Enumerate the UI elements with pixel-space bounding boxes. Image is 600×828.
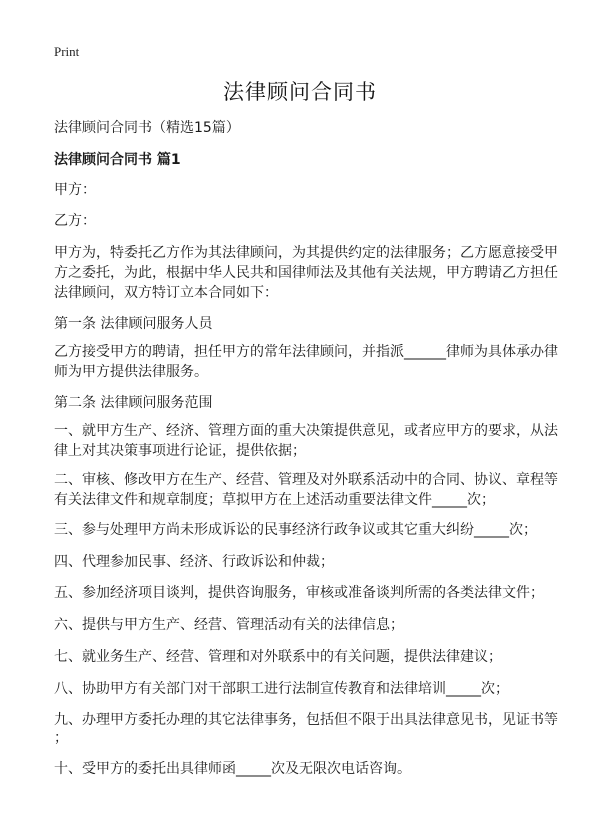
paragraph-line: 师为甲方提供法律服务。: [54, 364, 208, 380]
paragraph-line: 三、参与处理甲方尚未形成诉讼的民事经济行政争议或其它重大纠纷_____次；: [54, 522, 537, 538]
paragraph-line: 九、办理甲方委托办理的其它法律事务，包括但不限于出具法律意见书，见证书等: [54, 712, 558, 728]
paragraph-line: 五、参加经济项目谈判，提供咨询服务，审核或准备谈判所需的各类法律文件；: [54, 585, 544, 601]
section-heading: 法律顾问合同书 篇1: [54, 152, 181, 168]
paragraph-line: 律上对其决策事项进行论证，提供依据；: [54, 443, 306, 459]
paragraph-line: 八、协助甲方有关部门对干部职工进行法制宣传教育和法律培训_____次；: [54, 681, 509, 697]
paragraph-line: ；: [54, 730, 68, 746]
print-label: Print: [54, 44, 80, 59]
paragraph-line: 乙方接受甲方的聘请，担任甲方的常年法律顾问，并指派______律师为具体承办律: [54, 344, 558, 360]
party-a-line: 甲方：: [54, 182, 96, 198]
party-b-line: 乙方：: [54, 213, 96, 229]
paragraph-line: 甲方为，特委托乙方作为其法律顾问，为其提供约定的法律服务；乙方愿意接受甲: [54, 245, 558, 261]
paragraph-line: 六、提供与甲方生产、经营、管理活动有关的法律信息；: [54, 617, 404, 633]
page-title: 法律顾问合同书: [223, 80, 377, 104]
paragraph-line: 法律顾问，双方特订立本合同如下：: [54, 285, 278, 301]
paragraph-line: 二、审核、修改甲方在生产、经营、管理及对外联系活动中的合同、协议、章程等: [54, 472, 558, 488]
paragraph-line: 方之委托，为此，根据中华人民共和国律师法及其他有关法规，甲方聘请乙方担任: [54, 265, 558, 281]
paragraph-line: 一、就甲方生产、经济、管理方面的重大决策提供意见，或者应甲方的要求，从法: [54, 423, 558, 439]
paragraph-line: 四、代理参加民事、经济、行政诉讼和仲裁；: [54, 554, 334, 570]
article-heading: 第二条 法律顾问服务范围: [54, 395, 213, 411]
paragraph-line: 七、就业务生产、经营、管理和对外联系中的有关问题，提供法律建议；: [54, 649, 502, 665]
paragraph-line: 十、受甲方的委托出具律师函_____次及无限次电话咨询。: [54, 761, 411, 777]
paragraph-line: 有关法律文件和规章制度；草拟甲方在上述活动重要法律文件_____次；: [54, 492, 495, 508]
subtitle: 法律顾问合同书（精选15篇）: [54, 120, 240, 136]
article-heading: 第一条 法律顾问服务人员: [54, 316, 213, 332]
